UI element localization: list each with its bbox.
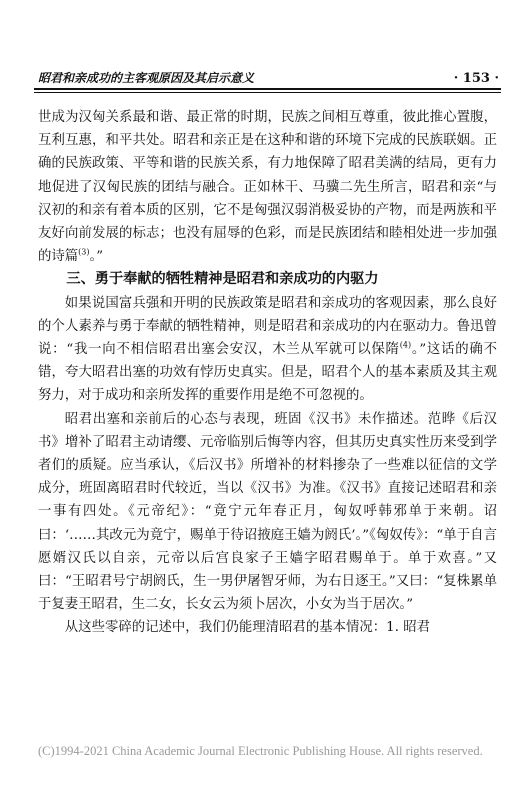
paragraph: 从这些零碎的记述中，我们仍能理清昭君的基本情况：1. 昭君	[64, 620, 430, 636]
footnote-ref: (4)	[399, 340, 412, 350]
header-rule-thin	[34, 92, 501, 93]
section-heading: 三、勇于奉献的牺牲精神是昭君和亲成功的内驱力	[66, 271, 379, 288]
footnote-ref: (3)	[78, 247, 90, 257]
paragraph: 昭君出塞和亲前后的心态与表现，班固《汉书》未作描述。范晔《后汉书》增补了昭君主动请缨、元帝临别后悔等内容，但其历史真实性历来受到学者们的质疑。应当承认，《后汉书》所增补的材料掺杂了一些难以征信的文学成分，班固离昭君时代较近，当以《汉书》为准。《汉书》直接记述昭君和亲一事有四处。《元帝纪》：“竟宁元年春正月，匈奴呼韩邪单于来朝。诏曰：‘……其改元为竟宁，赐单于待诏掖庭王嫱为阏氏’。”《匈奴传》：“单于自言愿婿汉氏以自亲，元帝以后宫良家子王嫱字昭君赐单于。单于欢喜。”又曰：“王昭君号宁胡阏氏，生一男伊屠智牙师，为右日逐王。”又曰：“复株累单于复妻王昭君，生二女，长女云为须卜居次，小女为当于居次。”	[38, 411, 497, 613]
page-number: · 153 ·	[453, 71, 499, 86]
copyright-notice: (C)1994-2021 China Academic Journal Electronic Publishing House. All rights reserved.	[38, 744, 483, 758]
header-rule-thick	[34, 88, 501, 90]
article-body	[38, 106, 497, 640]
paragraph-continued: 世成为汉匈关系最和谐、最正常的时期，民族之间相互尊重，彼此推心置腹，互利互惠，和平共处。昭君和亲正是在这种和谐的环境下完成的民族联姻。正确的民族政策、平等和谐的民族关系，有力地保障了昭君美满的结局，更有力地促进了汉匈民族的团结与融合。正如林干、马骥二先生所言，昭君和亲“与汉初的和亲有着本质的区别，它不是匈强汉弱消极妥协的产物，而是两族和平友好向前发展的标志；也没有屈辱的色彩，而是民族团结和睦相处进一步加强的诗篇$^{(3)}$。”	[38, 110, 497, 265]
running-title: 昭君和亲成功的主客观原因及其启示意义	[38, 71, 255, 85]
paragraph: 如果说国富兵强和开明的民族政策是昭君和亲成功的客观因素，那么良好的个人素养与勇于奉献的牺牲精神，则是昭君和亲成功的内在驱动力。鲁迅曾说：“我一向不相信昭君出塞会安汉，木兰从军就可以保隋$^{(4)}$。”这话的确不错，夸大昭君出塞的功效有悖历史真实。但是，昭君个人的基本素质及其主观努力，对于成功和亲所发挥的重要作用是绝不可忽视的。	[38, 295, 497, 404]
running-header	[38, 62, 499, 86]
